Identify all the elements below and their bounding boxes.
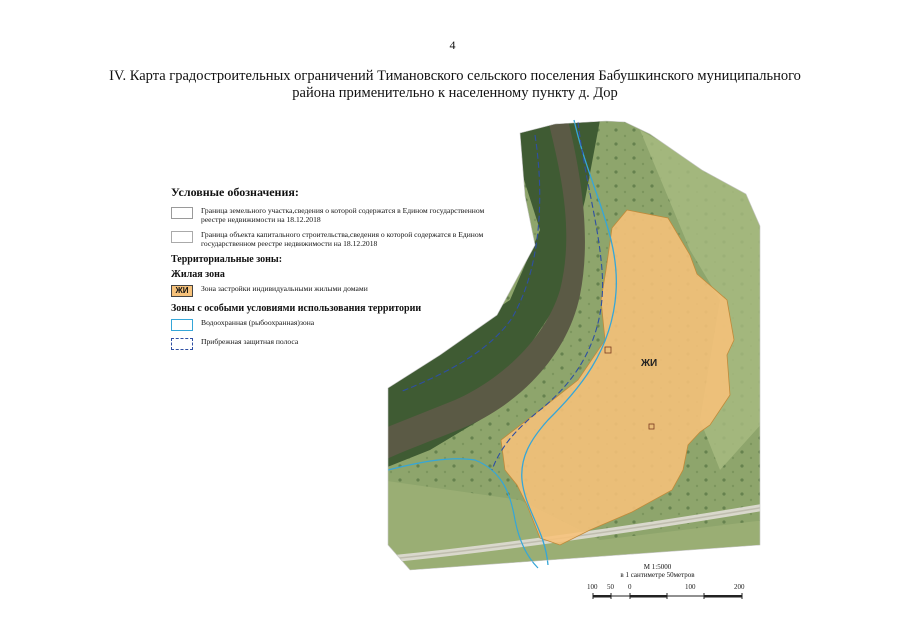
special-zones-heading: Зоны с особыми условиями использования территории	[171, 303, 422, 314]
scale-tick-label: 100	[587, 583, 598, 591]
land-plot-label: Граница земельного участка,сведения о которой содержатся в Едином государственном реестре недвижимости на 18.12.2018	[201, 206, 485, 224]
coastal-strip-swatch	[171, 338, 193, 350]
residential-zone-heading: Жилая зона	[171, 269, 225, 280]
title-line-2: района применительно к населенному пункту д. Дор	[292, 85, 618, 101]
land-plot-swatch	[171, 207, 193, 219]
capital-object-label: Граница объекта капитального строительства,сведения о которой содержатся в Едином государственном реестре недвижимости на 18.12.2018	[201, 230, 484, 248]
scale-ratio: М 1:5000	[643, 563, 672, 571]
water-protection-swatch	[171, 319, 193, 331]
water-protection-label: Водоохранная (рыбоохранная)зона	[201, 318, 315, 327]
map-legend	[171, 185, 501, 356]
legend-item-land-plot	[171, 206, 501, 224]
scale-tick-label: 0	[628, 583, 632, 591]
scale-caption	[585, 563, 750, 579]
legend-item-water-protection	[171, 318, 501, 331]
territorial-zones-heading: Территориальные зоны:	[171, 254, 283, 265]
page-number: 4	[449, 38, 456, 52]
legend-item-zhi	[171, 284, 501, 297]
zhi-swatch: ЖИ	[171, 285, 193, 297]
capital-object-swatch	[171, 231, 193, 243]
scale-bar	[587, 583, 745, 599]
scale-tick-label: 50	[607, 583, 614, 591]
legend-item-coastal-strip	[171, 337, 501, 350]
title-line-1: IV. Карта градостроительных ограничений Тимановского сельского поселения Бабушкинского муниципального	[109, 68, 801, 84]
legend-item-capital-object	[171, 230, 501, 248]
scale-tick-label: 200	[734, 583, 745, 591]
zone-label: ЖИ	[641, 358, 658, 369]
scale-tick-label: 100	[685, 583, 696, 591]
coastal-strip-label: Прибрежная защитная полоса	[201, 337, 299, 346]
zhi-label: Зона застройки индивидуальными жилыми домами	[201, 284, 368, 293]
legend-heading: Условные обозначения:	[171, 185, 299, 199]
scale-note: в 1 сантиметре 50метров	[620, 571, 695, 579]
